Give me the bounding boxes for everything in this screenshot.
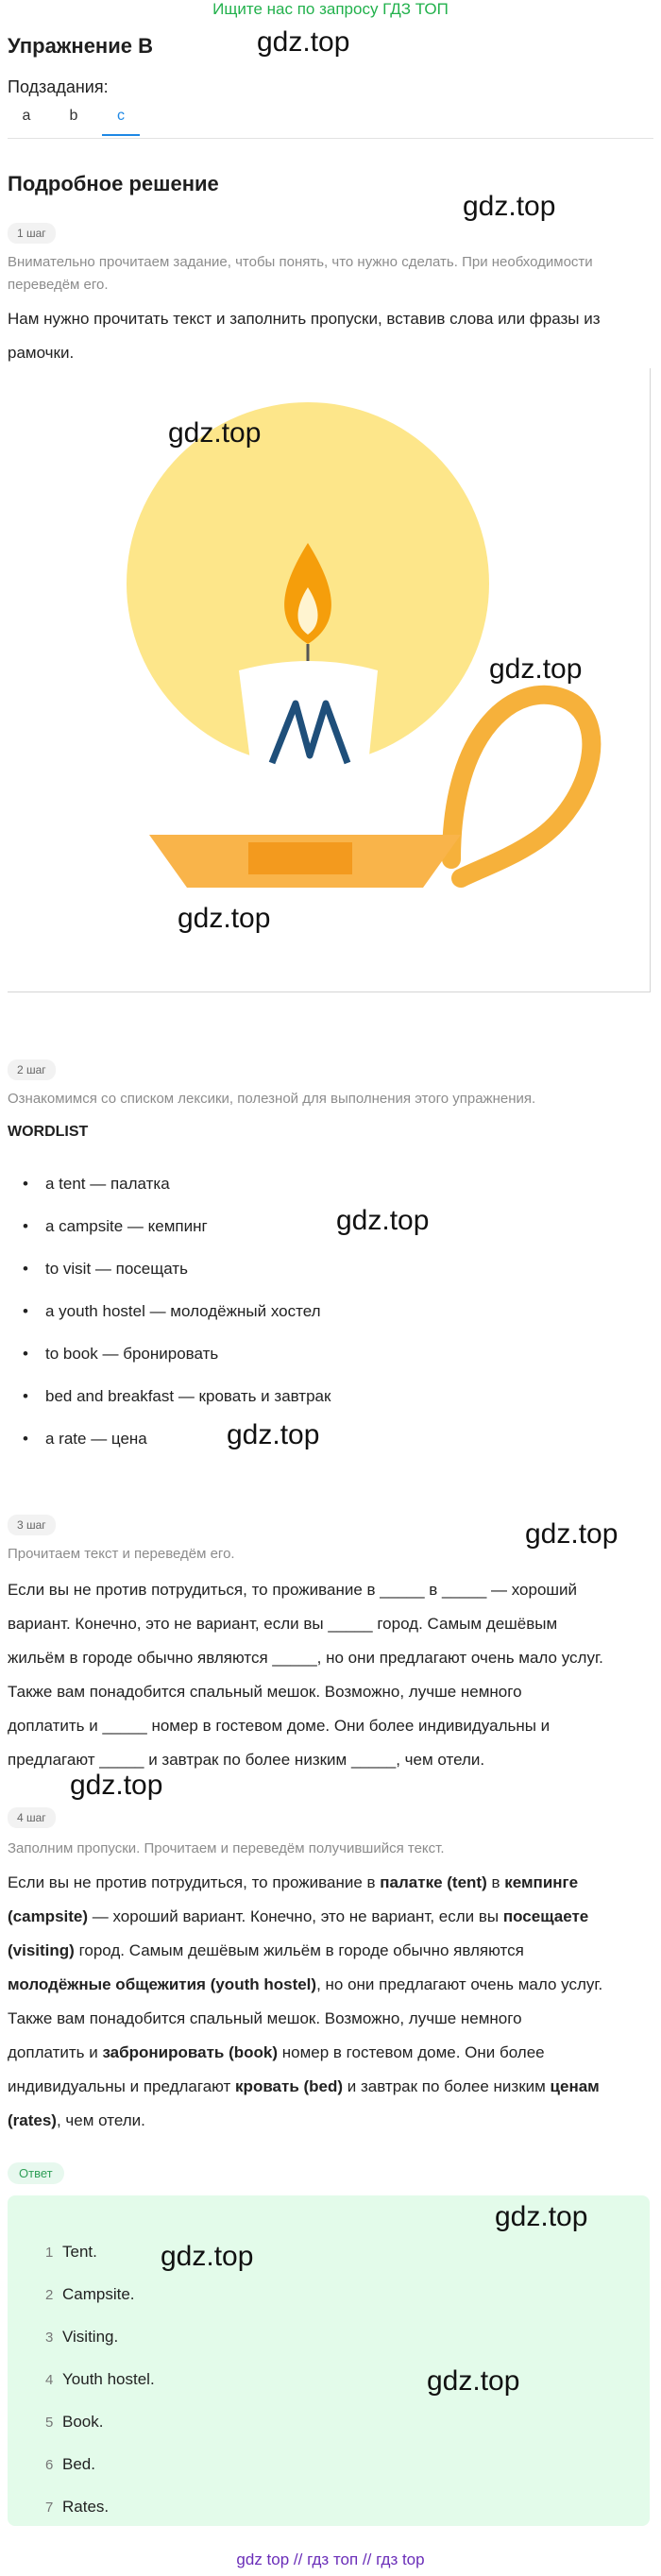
filled-gap: палатке (tent) bbox=[380, 1873, 487, 1891]
step-text-line bbox=[8, 1866, 659, 1900]
text-segment: доплатить и bbox=[8, 2043, 103, 2061]
answer-item: 2 Campsite. bbox=[45, 2285, 135, 2303]
footer-links[interactable]: gdz top // гдз топ // гдз top bbox=[236, 2551, 425, 2568]
wordlist-title: WORDLIST bbox=[8, 1124, 89, 1140]
watermark: gdz.top bbox=[525, 1518, 619, 1550]
watermark: gdz.top bbox=[463, 191, 556, 222]
text-segment: — хороший вариант. Конечно, это не вариант, если вы bbox=[88, 1907, 503, 1925]
subtask-tabs bbox=[8, 102, 653, 139]
filled-gap: молодёжные общежития (youth hostel) bbox=[8, 1975, 317, 1993]
answer-item: 4 Youth hostel. bbox=[45, 2370, 155, 2388]
answer-item: 3 Visiting. bbox=[45, 2328, 119, 2346]
tab-a[interactable]: a bbox=[22, 108, 31, 124]
watermark: gdz.top bbox=[257, 26, 350, 58]
candle-handle bbox=[451, 695, 591, 878]
filled-gap: забронировать (book) bbox=[102, 2043, 279, 2061]
text-segment: Также вам понадобится спальный мешок. Возможно, лучше немного bbox=[8, 2009, 522, 2027]
wordlist-item: • a youth hostel — молодёжный хостел bbox=[25, 1302, 321, 1321]
watermark: gdz.top bbox=[227, 1419, 320, 1450]
step-note: Заполним пропуски. Прочитаем и переведём получившийся текст. bbox=[8, 1840, 445, 1856]
text-segment: и завтрак по более низким bbox=[343, 2077, 551, 2095]
text-segment: , но они предлагают очень мало услуг. bbox=[316, 1975, 603, 1993]
step-badge: 4 шаг bbox=[8, 1807, 56, 1828]
watermark: gdz.top bbox=[427, 2365, 520, 2397]
watermark: gdz.top bbox=[70, 1770, 163, 1801]
step-badge: 2 шаг bbox=[8, 1059, 56, 1080]
filled-gap: посещаете bbox=[502, 1907, 589, 1925]
answer-item: 5 Book. bbox=[45, 2413, 104, 2431]
wordlist-item: • bed and breakfast — кровать и завтрак bbox=[25, 1387, 330, 1406]
text-segment: номер в гостевом доме. Они более bbox=[278, 2043, 545, 2061]
watermark: gdz.top bbox=[161, 2241, 254, 2272]
step-text-line bbox=[8, 2104, 659, 2138]
answer-item: 7 Rates. bbox=[45, 2498, 110, 2516]
tab-c[interactable]: c bbox=[102, 108, 140, 136]
wordlist-item: • a campsite — кемпинг bbox=[25, 1217, 208, 1236]
text-segment: Если вы не против потрудиться, то проживание в bbox=[8, 1873, 381, 1891]
step-badge: 3 шаг bbox=[8, 1515, 56, 1535]
step-note: Прочитаем текст и переведём его. bbox=[8, 1546, 235, 1562]
step-text: Нам нужно прочитать текст и заполнить пропуски, вставив слова или фразы из рамочки. bbox=[8, 310, 601, 362]
answer-item: 1 Tent. bbox=[45, 2243, 97, 2261]
promo-banner: Ищите нас по запросу ГДЗ ТОП bbox=[212, 0, 449, 18]
filled-gap: (visiting) bbox=[8, 1941, 75, 1959]
filled-gap: кемпинге bbox=[504, 1873, 579, 1891]
filled-gap: ценам bbox=[550, 2077, 600, 2095]
subtasks-label: Подзадания: bbox=[8, 77, 109, 96]
answer-box bbox=[8, 2195, 650, 2526]
step-note: Внимательно прочитаем задание, чтобы понять, что нужно сделать. При необходимости переведём его. bbox=[8, 254, 593, 293]
watermark: gdz.top bbox=[178, 903, 271, 934]
text-segment: , чем отели. bbox=[56, 2111, 145, 2129]
step-text-line bbox=[8, 2070, 659, 2104]
tab-b[interactable]: b bbox=[69, 108, 78, 124]
filled-gap: кровать (bed) bbox=[235, 2077, 344, 2095]
watermark: gdz.top bbox=[168, 417, 262, 449]
wordlist-item: • a rate — цена bbox=[25, 1430, 147, 1449]
wordlist-item: • a tent — палатка bbox=[25, 1175, 170, 1194]
text-segment: индивидуальны и предлагают bbox=[8, 2077, 236, 2095]
watermark: gdz.top bbox=[495, 2201, 588, 2232]
watermark: gdz.top bbox=[336, 1205, 430, 1236]
step-text-line bbox=[8, 2036, 659, 2070]
step-badge: 1 шаг bbox=[8, 223, 56, 244]
dish-highlight bbox=[248, 842, 352, 874]
answer-badge: Ответ bbox=[8, 2162, 64, 2184]
step-text: Если вы не против потрудиться, то проживание в _____ в _____ — хороший вариант. Конечно, это не вариант, если вы _____ город. Самым дешёвым жильём в городе обычно являются _____, но они предлагают очень мало услуг. Также вам понадобится спальный мешок. Возможно, лучше немного доплатить и _____ номер в гостевом доме. Они более индивидуальны и предлагают _____ и завтрак по более низким _____, чем отели. bbox=[8, 1581, 603, 1769]
step-note: Ознакомимся со списком лексики, полезной для выполнения этого упражнения. bbox=[8, 1091, 536, 1107]
exercise-title: Упражнение B bbox=[8, 34, 153, 58]
candle-body bbox=[239, 661, 378, 792]
step-text-line bbox=[8, 1900, 659, 1934]
step-text-line bbox=[8, 2002, 659, 2036]
text-segment: в bbox=[486, 1873, 505, 1891]
solution-title: Подробное решение bbox=[8, 172, 219, 195]
watermark: gdz.top bbox=[489, 653, 583, 685]
candle-illustration-frame bbox=[8, 368, 651, 992]
wordlist-item: • to visit — посещать bbox=[25, 1260, 188, 1279]
step-text-line bbox=[8, 1968, 659, 2002]
step-text-line bbox=[8, 1934, 659, 1968]
answer-item: 6 Bed. bbox=[45, 2455, 95, 2473]
filled-gap: (campsite) bbox=[8, 1907, 89, 1925]
step-text bbox=[8, 1866, 659, 2138]
filled-gap: (rates) bbox=[8, 2111, 57, 2129]
text-segment: город. Самым дешёвым жильём в городе обычно являются bbox=[74, 1941, 524, 1959]
wordlist-item: • to book — бронировать bbox=[25, 1345, 218, 1364]
